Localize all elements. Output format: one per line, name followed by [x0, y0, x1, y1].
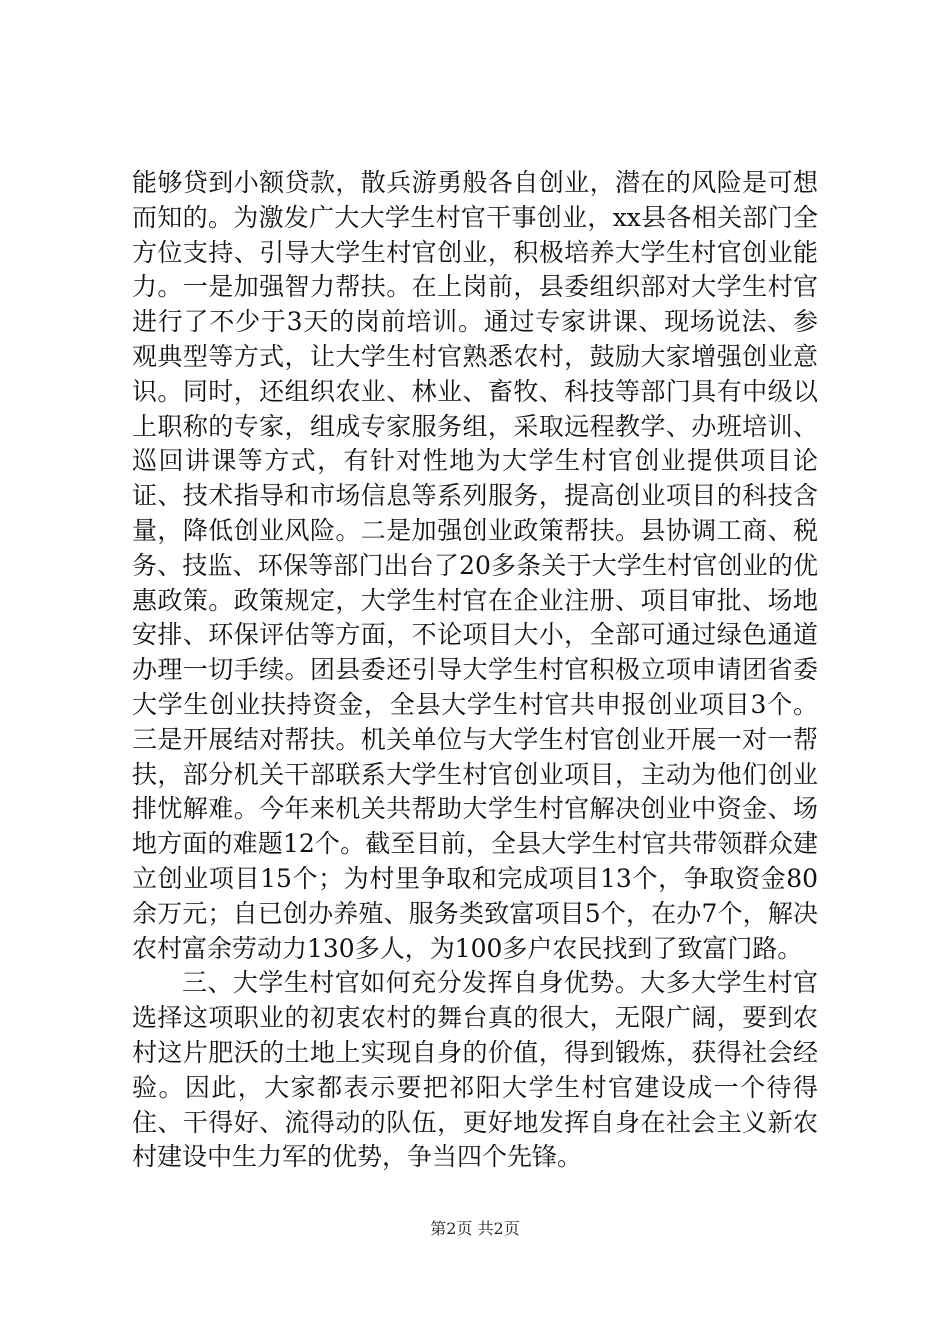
body-paragraph-1: 能够贷到小额贷款，散兵游勇般各自创业，潜在的风险是可想而知的。为激发广大大学生村官干事创业，xx县各相关部门全方位支持、引导大学生村官创业，积极培养大学生村官创业能力。一是加强智力帮扶。在上岗前，县委组织部对大学生村官进行了不少于3天的岗前培训。通过专家讲课、现场说法、参观典型等方式，让大学生村官熟悉农村，鼓励大家增强创业意识。同时，还组织农业、林业、畜牧、科技等部门具有中级以上职称的专家，组成专家服务组，采取远程教学、办班培训、巡回讲课等方式，有针对性地为大学生村官创业提供项目论证、技术指导和市场信息等系列服务，提高创业项目的科技含量，降低创业风险。二是加强创业政策帮扶。县协调工商、税务、技监、环保等部门出台了20多条关于大学生村官创业的优惠政策。政策规定，大学生村官在企业注册、项目审批、场地安排、环保评估等方面，不论项目大小，全部可通过绿色通道办理一切手续。团县委还引导大学生村官积极立项申请团省委大学生创业扶持资金，全县大学生村官共申报创业项目3个。三是开展结对帮扶。机关单位与大学生村官创业开展一对一帮扶，部分机关干部联系大学生村官创业项目，主动为他们创业排忧解难。今年来机关共帮助大学生村官解决创业中资金、场地方面的难题12个。截至目前，全县大学生村官共带领群众建立创业项目15个；为村里争取和完成项目13个，争取资金80余万元；自已创办养殖、服务类致富项目5个，在办7个，解决农村富余劳动力130多人，为100多户农民找到了致富门路。: [132, 168, 818, 963]
body-paragraph-2: 三、大学生村官如何充分发挥自身优势。大多大学生村官选择这项职业的初衷农村的舞台真的很大，无限广阔，要到农村这片肥沃的土地上实现自身的价值，得到锻炼，获得社会经验。因此，大家都表示要把祁阳大学生村官建设成一个待得住、干得好、流得动的队伍，更好地发挥自身在社会主义新农村建设中生力军的优势，争当四个先锋。: [132, 968, 818, 1172]
page-footer: 第2页 共2页: [430, 1219, 520, 1238]
document-body: [132, 166, 818, 1175]
